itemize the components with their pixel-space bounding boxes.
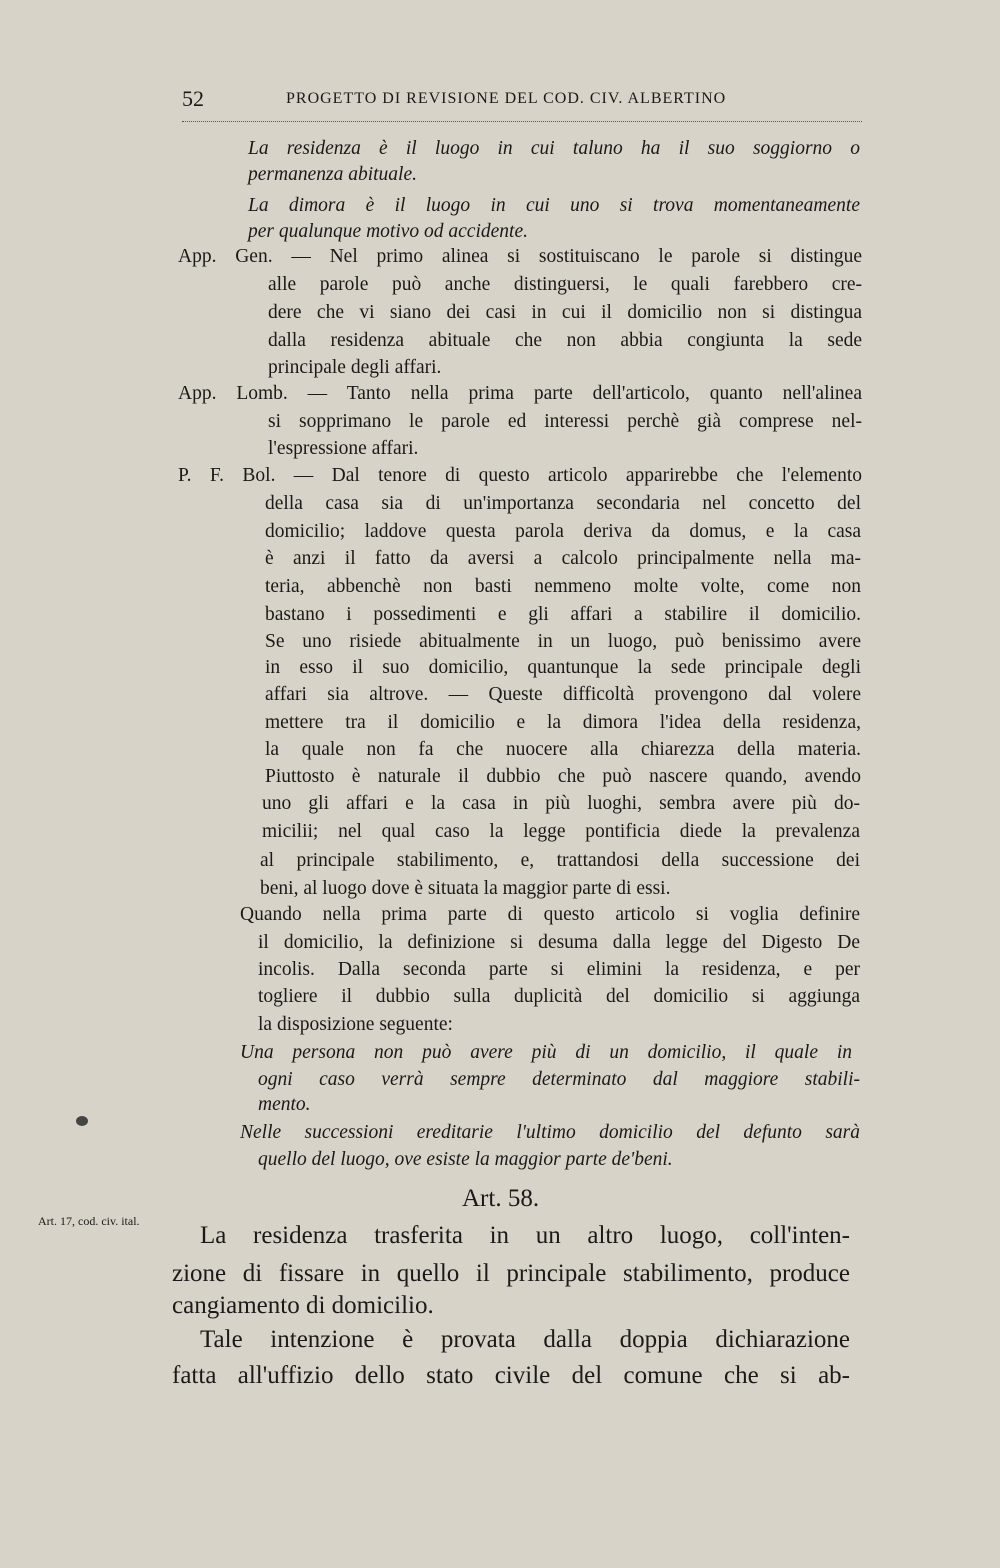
text-line: affari sia altrove. — Queste difficoltà provengono dal volere (265, 684, 861, 705)
text-line: ogni caso verrà sempre determinato dal maggiore stabili- (258, 1069, 860, 1090)
article-title: Art. 58. (462, 1185, 540, 1212)
article-line: La residenza trasferita in un altro luogo, coll'inten- (200, 1222, 850, 1249)
text-line: App. Lomb. — Tanto nella prima parte dell'articolo, quanto nell'alinea (178, 383, 862, 404)
text-line: incolis. Dalla seconda parte si elimini la residenza, e per (258, 959, 860, 980)
text-line: in esso il suo domicilio, quantunque la sede principale degli (265, 657, 861, 678)
text-line: si sopprimano le parole ed interessi perchè già comprese nel- (268, 411, 862, 432)
running-title: PROGETTO DI REVISIONE DEL COD. CIV. ALBERTINO (286, 90, 727, 107)
text-line: domicilio; laddove questa parola deriva da domus, e la casa (265, 521, 861, 542)
text-line: togliere il dubbio sulla duplicità del domicilio si aggiunga (258, 986, 860, 1007)
text-line: dere che vi siano dei casi in cui il domicilio non si distingua (268, 302, 862, 323)
article-line: Tale intenzione è provata dalla doppia dichiarazione (200, 1326, 850, 1353)
text-line: La dimora è il luogo in cui uno si trova momentaneamente (248, 195, 860, 216)
text-line: uno gli affari e la casa in più luoghi, sembra avere più do- (262, 793, 860, 814)
text-line: micilii; nel qual caso la legge pontificia diede la prevalenza (262, 821, 860, 842)
text-line: Se uno risiede abitualmente in un luogo, può benissimo avere (265, 631, 861, 652)
text-line: App. Gen. — Nel primo alinea si sostituiscano le parole si distingue (178, 246, 862, 267)
text-line: Quando nella prima parte di questo articolo si voglia definire (240, 904, 860, 925)
text-line: P. F. Bol. — Dal tenore di questo articolo apparirebbe che l'elemento (178, 465, 862, 486)
text-line: mettere tra il domicilio e la dimora l'idea della residenza, (265, 712, 861, 733)
text-line: alle parole può anche distinguersi, le quali farebbero cre- (268, 274, 862, 295)
text-line: principale degli affari. (268, 357, 442, 378)
text-line: la disposizione seguente: (258, 1014, 453, 1035)
text-line: al principale stabilimento, e, trattandosi della successione dei (260, 850, 860, 871)
text-line: Una persona non può avere più di un domicilio, il quale in (240, 1042, 852, 1063)
text-line: Piuttosto è naturale il dubbio che può nascere quando, avendo (265, 766, 861, 787)
text-line: la quale non fa che nuocere alla chiarezza della materia. (265, 739, 861, 760)
article-line: fatta all'uffizio dello stato civile del comune che si ab- (172, 1362, 850, 1389)
text-line: Nelle successioni ereditarie l'ultimo domicilio del defunto sarà (240, 1122, 860, 1143)
text-line: La residenza è il luogo in cui taluno ha il suo soggiorno o (248, 138, 860, 159)
margin-note: Art. 17, cod. civ. ital. (38, 1214, 140, 1228)
header-rule (182, 121, 862, 122)
text-line: quello del luogo, ove esiste la maggior parte de'beni. (258, 1149, 673, 1170)
text-line: teria, abbenchè non basti nemmeno molte volte, come non (265, 576, 861, 597)
text-line: l'espressione affari. (268, 438, 419, 459)
page-header (182, 86, 862, 116)
text-line: beni, al luogo dove è situata la maggior parte di essi. (260, 878, 671, 899)
text-line: il domicilio, la definizione si desuma dalla legge del Digesto De (258, 932, 860, 953)
text-line: permanenza abituale. (248, 164, 417, 185)
text-line: è anzi il fatto da aversi a calcolo principalmente nella ma- (265, 548, 861, 569)
margin-mark (76, 1116, 88, 1126)
article-line: cangiamento di domicilio. (172, 1292, 434, 1319)
article-line: zione di fissare in quello il principale stabilimento, produce (172, 1260, 850, 1287)
page-number: 52 (182, 86, 204, 111)
text-line: bastano i possedimenti e gli affari a stabilire il domicilio. (265, 604, 861, 625)
text-line: dalla residenza abituale che non abbia congiunta la sede (268, 330, 862, 351)
text-line: per qualunque motivo od accidente. (248, 221, 528, 242)
text-line: mento. (258, 1094, 311, 1115)
text-line: della casa sia di un'importanza secondaria nel concetto del (265, 493, 861, 514)
